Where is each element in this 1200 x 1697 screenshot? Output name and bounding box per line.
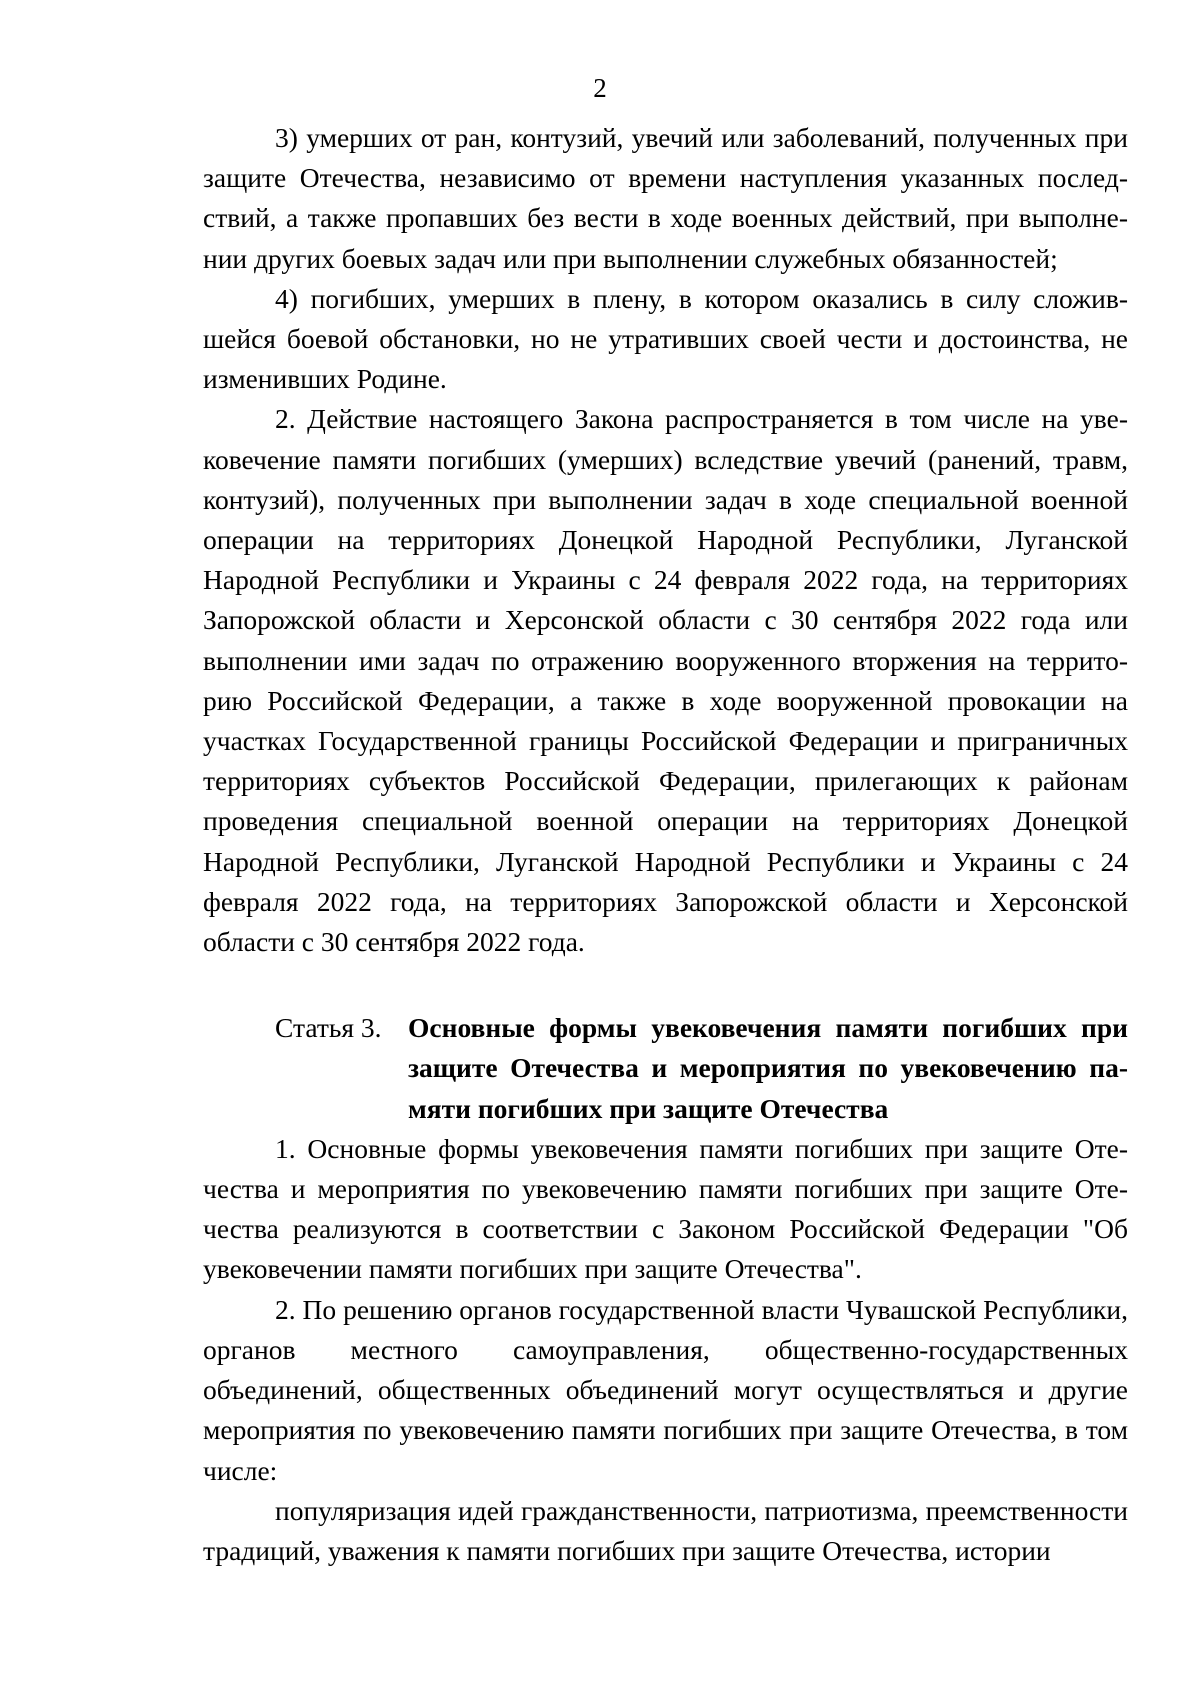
paragraph-item-3: 3) умерших от ран, контузий, увечий или заболеваний, полученных при защите Отечества, независимо от времени наступления указанных последствий, а также пропавших без вести в ходе военных действий, при выполнении других боевых задач или при выполнении служебных обязанностей; (203, 122, 1128, 274)
paragraph-item-4: 4) погибших, умерших в плену, в котором оказались в силу сложившейся боевой обстановки, но не утративших своей чести и достоинства, не изменивших Родине. (203, 282, 1128, 395)
article-title: Основные формы увековечения памяти погибших при защите Отечества и мероприятия по увековечению памяти погибших при защите Отечества (408, 1012, 1128, 1124)
page-number: 2 (593, 73, 607, 103)
document-body (203, 118, 1128, 1571)
paragraph-section-2: 2. Действие настоящего Закона распространяется в том числе на увековечение памяти погибших (умерших) вследствие увечий (ранений, травм, контузий), полученных при выполнении задач в ходе специальной военной операции на территориях Донецкой Народной Республики, Луганской Народной Республики и Украины с 24 февраля 2022 года, на территориях Запорожской области и Херсонской области с 30 сентября 2022 года или выполнении ими задач по отражению вооруженного вторжения на территорию Российской Федерации, а также в ходе вооруженной провокации на участках Государственной границы Российской Федерации и приграничных территориях субъектов Российской Федерации, прилегающих к районам проведения специальной военной операции на территориях Донецкой Народной Республики, Луганской Народной Республики и Украины с 24 февраля 2022 года, на территориях Запорожской области и Херсонской области с 30 сентября 2022 года. (203, 403, 1128, 958)
paragraph-article-3-item-1: 1. Основные формы увековечения памяти погибших при защите Отечества и мероприятия по увековечению памяти погибших при защите Отечества реализуются в соответствии с Законом Российской Федерации "Об увековечении памяти погибших при защите Отечества". (203, 1132, 1128, 1285)
paragraph-popularization: популяризация идей гражданственности, патриотизма, преемственности традиций, уважения к памяти погибших при защите Отечества, истории (203, 1494, 1128, 1566)
article-heading (203, 1008, 1128, 1129)
article-label: Статья 3. (275, 1012, 382, 1044)
paragraph-article-3-item-2: 2. По решению органов государственной власти Чувашской Республики, органов местного самоуправления, общественно-государственных объединений, общественных объединений могут осуществляться и другие мероприятия по увековечению памяти погибших при защите Отечества, в том числе: (203, 1293, 1128, 1486)
